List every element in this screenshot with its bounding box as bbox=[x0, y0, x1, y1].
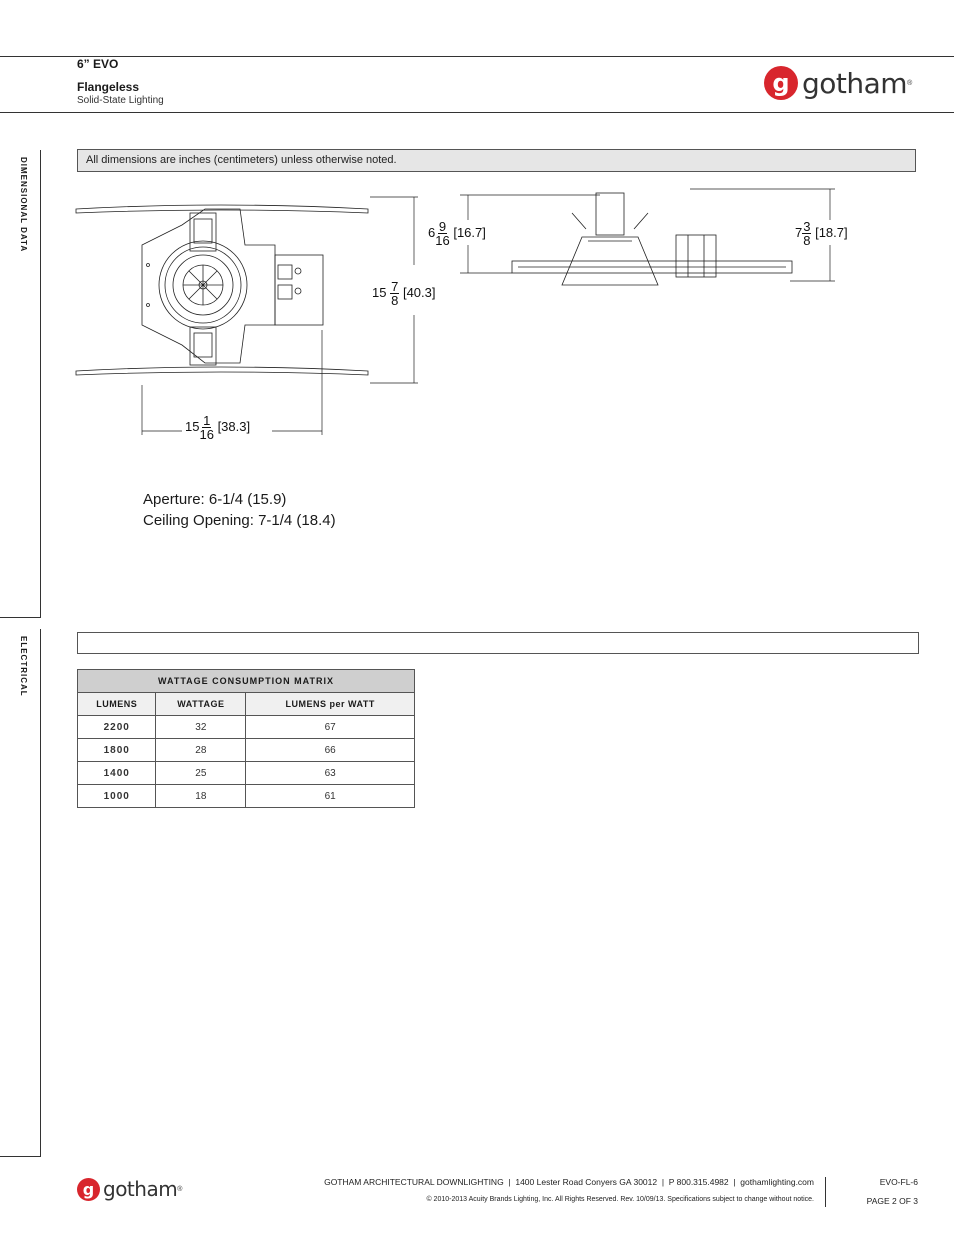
height-right-metric: [18.7] bbox=[815, 224, 848, 240]
side-label-dimensional: DIMENSIONAL DATA bbox=[19, 157, 28, 253]
table-row bbox=[78, 762, 415, 785]
height-right-fraction: $\frac{3}{8}$ bbox=[803, 219, 811, 248]
cell-lumens-per-watt: 66 bbox=[246, 739, 415, 762]
brand-g-icon: g bbox=[77, 1178, 100, 1201]
dimension-length bbox=[372, 280, 435, 307]
column-header-lumens-per-watt: LUMENS per WATT bbox=[246, 693, 415, 716]
product-category: Solid-State Lighting bbox=[77, 95, 164, 106]
matrix-title: WATTAGE CONSUMPTION MATRIX bbox=[78, 670, 415, 693]
height-right-whole: 7 bbox=[795, 224, 803, 240]
length-metric: [40.3] bbox=[402, 284, 436, 300]
footer-page-number: PAGE 2 OF 3 bbox=[866, 1196, 918, 1206]
product-name: 6” EVO bbox=[77, 57, 119, 71]
table-row bbox=[78, 716, 415, 739]
brand-logo-header bbox=[764, 66, 912, 100]
cell-wattage: 28 bbox=[156, 739, 246, 762]
height-left-whole: 6 bbox=[428, 224, 436, 240]
footer-doc-code: EVO-FL-6 bbox=[879, 1177, 918, 1187]
dimension-height-left bbox=[428, 220, 486, 247]
footer-copyright: © 2010-2013 Acuity Brands Lighting, Inc. All Rights Reserved. Rev. 10/09/13. Specifications subject to change without notice. bbox=[426, 1196, 814, 1203]
height-left-metric: [16.7] bbox=[453, 224, 486, 240]
header-bottom-rule bbox=[0, 112, 954, 113]
brand-logo-footer bbox=[77, 1177, 182, 1201]
wattage-matrix-table bbox=[77, 669, 415, 808]
plan-view-drawing bbox=[70, 185, 450, 445]
brand-wordmark: gotham bbox=[802, 66, 908, 100]
side-label-electrical: ELECTRICAL bbox=[19, 636, 28, 697]
column-header-lumens: LUMENS bbox=[78, 693, 156, 716]
electrical-section-bar bbox=[77, 632, 919, 654]
brand-wordmark: gotham bbox=[103, 1177, 178, 1201]
width-fraction: $\frac{1}{16}$ bbox=[199, 413, 214, 442]
side-tab-electrical bbox=[0, 629, 41, 1157]
cell-lumens-per-watt: 61 bbox=[246, 785, 415, 808]
cell-lumens-per-watt: 63 bbox=[246, 762, 415, 785]
cell-lumens: 2200 bbox=[78, 716, 156, 739]
table-row bbox=[78, 785, 415, 808]
width-whole: 15 bbox=[185, 418, 200, 434]
footer-company-line: GOTHAM ARCHITECTURAL DOWNLIGHTING | 1400 Lester Road Conyers GA 30012 | P 800.315.4982 | gothamlighting.com bbox=[324, 1177, 814, 1187]
header-top-rule bbox=[0, 56, 954, 57]
registered-mark: ® bbox=[907, 79, 913, 87]
aperture-info bbox=[143, 489, 336, 531]
ceiling-opening-text: Ceiling Opening: 7-1/4 (18.4) bbox=[143, 512, 336, 529]
cell-wattage: 32 bbox=[156, 716, 246, 739]
cell-wattage: 18 bbox=[156, 785, 246, 808]
brand-g-icon: g bbox=[764, 66, 798, 100]
cell-lumens-per-watt: 67 bbox=[246, 716, 415, 739]
length-whole: 15 bbox=[372, 284, 387, 300]
footer-divider bbox=[825, 1177, 826, 1207]
dimension-height-right bbox=[795, 220, 848, 247]
aperture-text: Aperture: 6-1/4 (15.9) bbox=[143, 491, 287, 508]
cell-lumens: 1000 bbox=[78, 785, 156, 808]
column-header-wattage: WATTAGE bbox=[156, 693, 246, 716]
cell-lumens: 1400 bbox=[78, 762, 156, 785]
length-fraction: $\frac{7}{8}$ bbox=[391, 279, 399, 308]
cell-wattage: 25 bbox=[156, 762, 246, 785]
cell-lumens: 1800 bbox=[78, 739, 156, 762]
width-metric: [38.3] bbox=[217, 418, 251, 434]
height-left-fraction: $\frac{9}{16}$ bbox=[435, 219, 450, 248]
product-variant: Flangeless bbox=[77, 80, 140, 94]
dimensions-note: All dimensions are inches (centimeters) unless otherwise noted. bbox=[77, 149, 916, 172]
side-view-drawing bbox=[460, 185, 840, 295]
table-row bbox=[78, 739, 415, 762]
dimension-width bbox=[185, 414, 250, 441]
registered-mark: ® bbox=[177, 1185, 183, 1193]
